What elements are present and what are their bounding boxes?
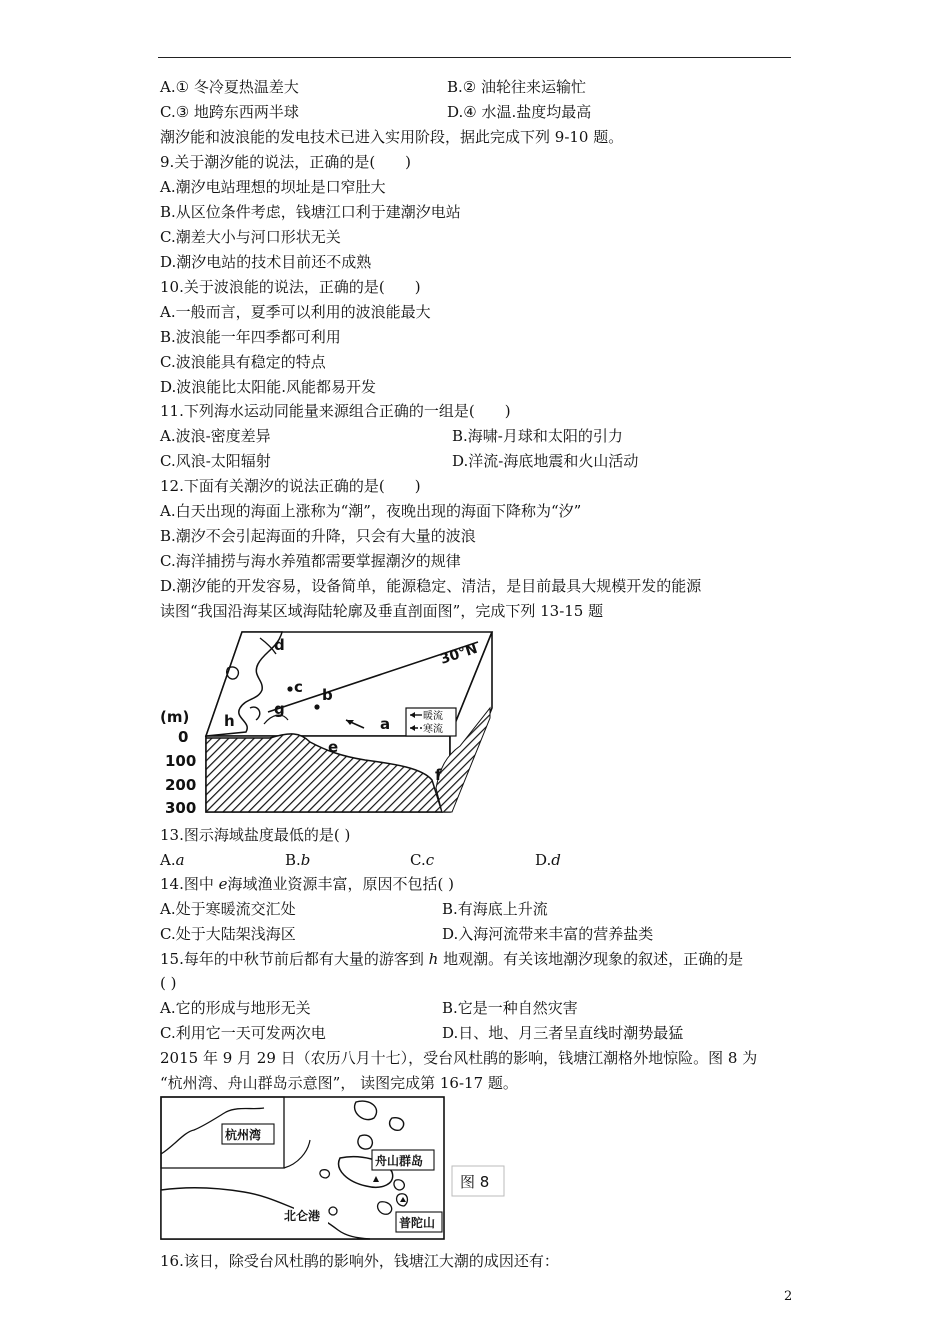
header-rule (158, 57, 791, 58)
label-beilun: 北仑港 (284, 1209, 321, 1223)
point-b-label: b (322, 686, 333, 704)
question-10: 10.关于波浪能的说法，正确的是( ) (160, 278, 421, 296)
intro-9-10: 潮汐能和波浪能的发电技术已进入实用阶段，据此完成下列 9-10 题。 (160, 128, 624, 146)
depth-200: 200 (165, 776, 197, 794)
option-9a: A.潮汐电站理想的坝址是口窄肚大 (160, 178, 386, 196)
option-13a-prefix: A. (160, 851, 176, 869)
option-13d-value: d (551, 851, 561, 869)
legend-warm: 暖流 (423, 711, 443, 722)
unit-label: (m) (160, 708, 190, 726)
question-15-prefix: 15.每年的中秋节前后都有大量的游客到 (160, 950, 429, 968)
option-11b: B.海啸-月球和太阳的引力 (452, 427, 623, 445)
option-14b: B.有海底上升流 (442, 900, 548, 918)
option-13c-value: c (425, 851, 435, 869)
option-9b: B.从区位条件考虑，钱塘江口利于建潮汐电站 (160, 203, 461, 221)
question-13: 13.图示海域盐度最低的是( ) (160, 826, 351, 844)
question-15-text: 地观潮。有关该地潮汐现象的叙述，正确的是 (438, 950, 744, 968)
option-10a: A.一般而言，夏季可以利用的波浪能最大 (160, 303, 431, 321)
depth-100: 100 (165, 752, 197, 770)
point-g-label: g (274, 700, 285, 718)
point-c-label: c (294, 678, 303, 696)
port-icon (329, 1207, 337, 1215)
option-9c: C.潮差大小与河口形状无关 (160, 228, 341, 246)
option-12d: D.潮汐能的开发容易，设备简单，能源稳定、清洁，是目前最具大规模开发的能源 (160, 577, 702, 595)
option-10b: B.波浪能一年四季都可利用 (160, 328, 341, 346)
hangzhou-bay-map (160, 1096, 510, 1240)
question-15-cont: ( ) (160, 974, 177, 992)
option-12c: C.海洋捕捞与海水养殖都需要掌握潮汐的规律 (160, 552, 461, 570)
question-9: 9.关于潮汐能的说法，正确的是( ) (160, 153, 412, 171)
point-h-label: h (224, 712, 235, 730)
label-hangzhou-bay: 杭州湾 (225, 1128, 262, 1142)
coast-section-figure (160, 628, 510, 814)
option-8a: A.① 冬冷夏热温差大 (160, 78, 299, 96)
page-number: 2 (784, 1289, 793, 1304)
question-15-point: h (428, 950, 439, 968)
point-c-dot (287, 686, 292, 691)
option-13a (160, 850, 185, 870)
option-8c: C.③ 地跨东西两半球 (160, 103, 299, 121)
point-f-label: f (435, 766, 442, 784)
option-11a: A.波浪-密度差异 (160, 427, 271, 445)
option-15d: D.日、地、月三者呈直线时潮势最猛 (442, 1024, 684, 1042)
question-14-text: 海域渔业资源丰富，原因不包括( ) (227, 875, 454, 893)
point-b-dot (314, 704, 319, 709)
option-13b-value: b (300, 851, 311, 869)
intro-16-17-a: 2015 年 9 月 29 日（农历八月十七），受台风杜鹃的影响，钱塘江潮格外地惊险。图 8 为 (160, 1049, 758, 1067)
option-14a: A.处于寒暖流交汇处 (160, 900, 296, 918)
question-14 (160, 874, 454, 894)
option-15a: A.它的形成与地形无关 (160, 999, 311, 1017)
option-9d: D.潮汐电站的技术目前还不成熟 (160, 253, 372, 271)
label-zhoushan: 舟山群岛 (375, 1154, 424, 1168)
option-12a: A.白天出现的海面上涨称为“潮”，夜晚出现的海面下降称为“汐” (160, 502, 582, 520)
option-13b (285, 850, 310, 870)
point-a-label: a (380, 715, 391, 733)
option-13d-prefix: D. (535, 851, 552, 869)
option-11c: C.风浪-太阳辐射 (160, 452, 271, 470)
option-11d: D.洋流-海底地震和火山活动 (452, 452, 639, 470)
option-13b-prefix: B. (285, 851, 301, 869)
question-11: 11.下列海水运动同能量来源组合正确的一组是( ) (160, 402, 511, 420)
option-15b: B.它是一种自然灾害 (442, 999, 578, 1017)
latitude-label: 30°N (438, 640, 480, 668)
option-8d: D.④ 水温.盐度均最高 (447, 103, 592, 121)
question-15 (160, 949, 743, 969)
option-12b: B.潮汐不会引起海面的升降，只会有大量的波浪 (160, 527, 476, 545)
intro-16-17-b: “杭州湾、舟山群岛示意图”， 读图完成第 16-17 题。 (160, 1074, 518, 1092)
option-13a-value: a (175, 851, 185, 869)
point-d-label: d (274, 636, 285, 654)
depth-300: 300 (165, 799, 197, 814)
depth-0: 0 (178, 728, 189, 746)
figure-caption: 图 8 (460, 1173, 490, 1191)
option-14c: C.处于大陆架浅海区 (160, 925, 296, 943)
option-10c: C.波浪能具有稳定的特点 (160, 353, 326, 371)
option-14d: D.入海河流带来丰富的营养盐类 (442, 925, 654, 943)
point-e-label: e (328, 738, 339, 756)
question-16: 16.该日，除受台风杜鹃的影响外，钱塘江大潮的成因还有： (160, 1252, 559, 1270)
question-14-point: e (218, 875, 228, 893)
question-12: 12.下面有关潮汐的说法正确的是( ) (160, 477, 421, 495)
option-13c-prefix: C. (410, 851, 426, 869)
intro-13-15: 读图“我国沿海某区域海陆轮廓及垂直剖面图”，完成下列 13-15 题 (160, 602, 604, 620)
legend-cold: 寒流 (423, 724, 443, 735)
option-15c: C.利用它一天可发两次电 (160, 1024, 326, 1042)
option-13d (535, 850, 561, 870)
option-10d: D.波浪能比太阳能.风能都易开发 (160, 378, 377, 396)
question-14-prefix: 14.图中 (160, 875, 219, 893)
label-putuo: 普陀山 (399, 1216, 436, 1230)
option-8b: B.② 油轮往来运输忙 (447, 78, 587, 96)
option-13c (410, 850, 434, 870)
